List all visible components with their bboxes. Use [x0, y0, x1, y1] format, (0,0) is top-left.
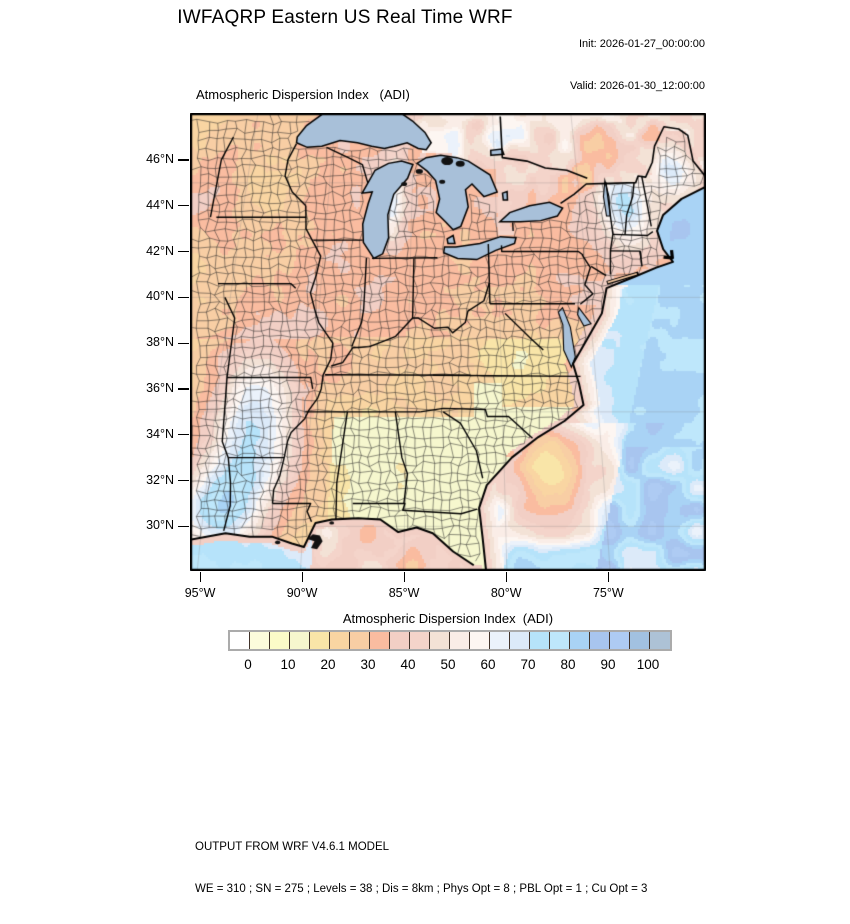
figure-title: IWFAQRP Eastern US Real Time WRF: [177, 7, 513, 28]
colorbar-cell: [490, 632, 510, 649]
footer-note: [195, 812, 647, 924]
colorbar-cell: [330, 632, 350, 649]
init-time: Init: 2026-01-27_00:00:00: [579, 38, 705, 50]
colorbar-title: Atmospheric Dispersion Index (ADI): [342, 611, 554, 626]
colorbar-cell: [450, 632, 470, 649]
lat-tick-label: 32°N: [146, 472, 174, 487]
colorbar-tick-label: 0: [244, 657, 252, 672]
footer-line1: OUTPUT FROM WRF V4.6.1 MODEL: [195, 841, 390, 853]
colorbar-cell: [650, 632, 670, 649]
lat-tick: [178, 251, 189, 252]
lat-tick-label: 44°N: [146, 197, 174, 212]
colorbar-cell: [290, 632, 310, 649]
colorbar-cell: [250, 632, 270, 649]
lat-tick-label: 36°N: [146, 380, 174, 395]
lon-tick-label: 75°W: [592, 586, 624, 600]
colorbar-cell: [470, 632, 490, 649]
lat-tick: [178, 159, 189, 160]
run-info: [570, 9, 705, 121]
footer-line2: WE = 310 ; SN = 275 ; Levels = 38 ; Dis = 8km ; Phys Opt = 8 ; PBL Opt = 1 ; Cu Opt = 3: [195, 883, 648, 895]
colorbar-cell: [530, 632, 550, 649]
lon-tick: [608, 572, 609, 582]
lon-tick: [302, 572, 303, 582]
colorbar-cell: [410, 632, 430, 649]
lat-tick: [178, 526, 189, 527]
lon-tick: [200, 572, 201, 582]
lat-tick: [178, 297, 189, 298]
lat-tick: [178, 205, 189, 206]
colorbar-cell: [390, 632, 410, 649]
colorbar-cell: [590, 632, 610, 649]
lat-tick: [178, 434, 189, 435]
colorbar-tick-label: 10: [280, 657, 296, 672]
colorbar-cell: [270, 632, 290, 649]
adi-map-canvas: [190, 113, 706, 571]
colorbar-tick-label: 20: [320, 657, 336, 672]
colorbar-cell: [630, 632, 650, 649]
lon-tick: [404, 572, 405, 582]
lat-tick-label: 40°N: [146, 289, 174, 304]
colorbar-cell: [610, 632, 630, 649]
lat-tick: [178, 388, 189, 389]
lat-tick: [178, 343, 189, 344]
lon-tick-label: 90°W: [286, 586, 318, 600]
lat-tick-label: 34°N: [146, 426, 174, 441]
valid-time: Valid: 2026-01-30_12:00:00: [570, 80, 705, 92]
colorbar-tick-label: 80: [560, 657, 576, 672]
colorbar: [228, 630, 672, 651]
colorbar-cell: [510, 632, 530, 649]
colorbar-tick-label: 60: [480, 657, 496, 672]
lon-tick-label: 95°W: [184, 586, 216, 600]
lat-tick-label: 42°N: [146, 243, 174, 258]
colorbar-tick-label: 70: [520, 657, 536, 672]
lon-tick: [506, 572, 507, 582]
lat-tick-label: 46°N: [146, 151, 174, 166]
lat-tick: [178, 480, 189, 481]
colorbar-tick-label: 100: [636, 657, 660, 672]
colorbar-cell: [550, 632, 570, 649]
colorbar-cell: [350, 632, 370, 649]
colorbar-cell: [370, 632, 390, 649]
colorbar-tick-label: 30: [360, 657, 376, 672]
colorbar-tick-label: 50: [440, 657, 456, 672]
lat-tick-label: 30°N: [146, 518, 174, 533]
map-subtitle: Atmospheric Dispersion Index (ADI): [196, 87, 410, 102]
colorbar-tick-label: 90: [600, 657, 616, 672]
colorbar-cell: [230, 632, 250, 649]
colorbar-cell: [570, 632, 590, 649]
lon-tick-label: 85°W: [388, 586, 420, 600]
colorbar-tick-label: 40: [400, 657, 416, 672]
colorbar-cell: [310, 632, 330, 649]
colorbar-cell: [430, 632, 450, 649]
lat-tick-label: 38°N: [146, 335, 174, 350]
lon-tick-label: 80°W: [490, 586, 522, 600]
